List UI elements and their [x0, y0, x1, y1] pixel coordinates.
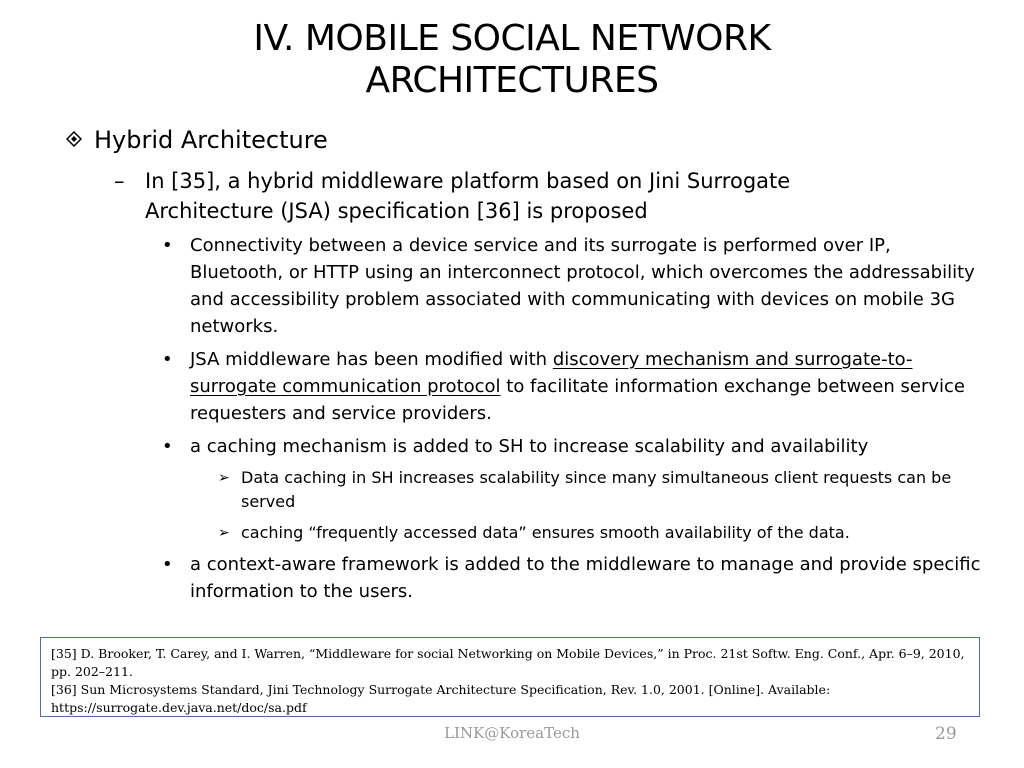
- bullet-text-suffix: to facilitate information exchange between service requesters and service providers.: [190, 376, 965, 424]
- slide-title: [0, 18, 1024, 102]
- section-heading: [62, 124, 982, 156]
- dash-bullet-icon: –: [114, 169, 125, 193]
- main-point: [114, 166, 894, 226]
- dot-bullet-icon: •: [162, 436, 173, 457]
- reference-36: [36] Sun Microsystems Standard, Jini Technology Surrogate Architecture Specification, Rev. 1.0, 2001. [Online]. Available: https://surrogate.dev.java.net/doc/sa.pdf: [51, 682, 831, 715]
- diamond-bullet-icon: [66, 131, 82, 147]
- footer-org: LINK@KoreaTech: [444, 724, 580, 742]
- section-heading-text: Hybrid Architecture: [94, 126, 328, 154]
- references-box: [40, 637, 980, 717]
- arrow-bullet-icon: ➢: [218, 470, 230, 486]
- bullet-jsa-middleware: [162, 346, 982, 427]
- reference-35: [35] D. Brooker, T. Carey, and I. Warren, “Middleware for social Networking on Mobile Devices,” in Proc. 21st Softw. Eng. Conf., Apr. 6–9, 2010, pp. 202–211.: [51, 646, 965, 679]
- dot-bullet-icon: •: [162, 554, 173, 575]
- underlined-phrase: discovery mechanism and surrogate-to-surrogate communication protocol: [190, 349, 913, 397]
- subbullet-frequently-accessed: [218, 521, 988, 545]
- subbullet-data-caching: [218, 466, 988, 514]
- bullet-text: [162, 346, 982, 427]
- bullet-text: a caching mechanism is added to SH to increase scalability and availability: [190, 436, 869, 457]
- bullet-connectivity: [162, 232, 982, 340]
- bullet-text: Connectivity between a device service and its surrogate is performed over IP, Bluetooth, or HTTP using an interconnect protocol, which overcomes the addressability and accessibility problem associated with communicating with devices on mobile 3G networks.: [190, 235, 975, 337]
- arrow-bullet-icon: ➢: [218, 525, 230, 541]
- subbullet-text: Data caching in SH increases scalability since many simultaneous client requests can be served: [241, 468, 952, 511]
- bullet-text-prefix: JSA middleware has been modified with: [190, 349, 553, 370]
- slide-title-line-2: ARCHITECTURES: [365, 60, 659, 101]
- main-point-text: In [35], a hybrid middleware platform based on Jini Surrogate Architecture (JSA) specification [36] is proposed: [145, 169, 791, 223]
- bullet-context-aware: [162, 551, 982, 605]
- bullet-text: a context-aware framework is added to the middleware to manage and provide specific information to the users.: [190, 554, 981, 602]
- dot-bullet-icon: •: [162, 349, 173, 370]
- page-number: 29: [935, 724, 957, 744]
- bullet-caching: [162, 433, 982, 460]
- slide-title-line-1: IV. MOBILE SOCIAL NETWORK: [253, 18, 771, 59]
- dot-bullet-icon: •: [162, 235, 173, 256]
- subbullet-text: caching “frequently accessed data” ensures smooth availability of the data.: [241, 523, 850, 542]
